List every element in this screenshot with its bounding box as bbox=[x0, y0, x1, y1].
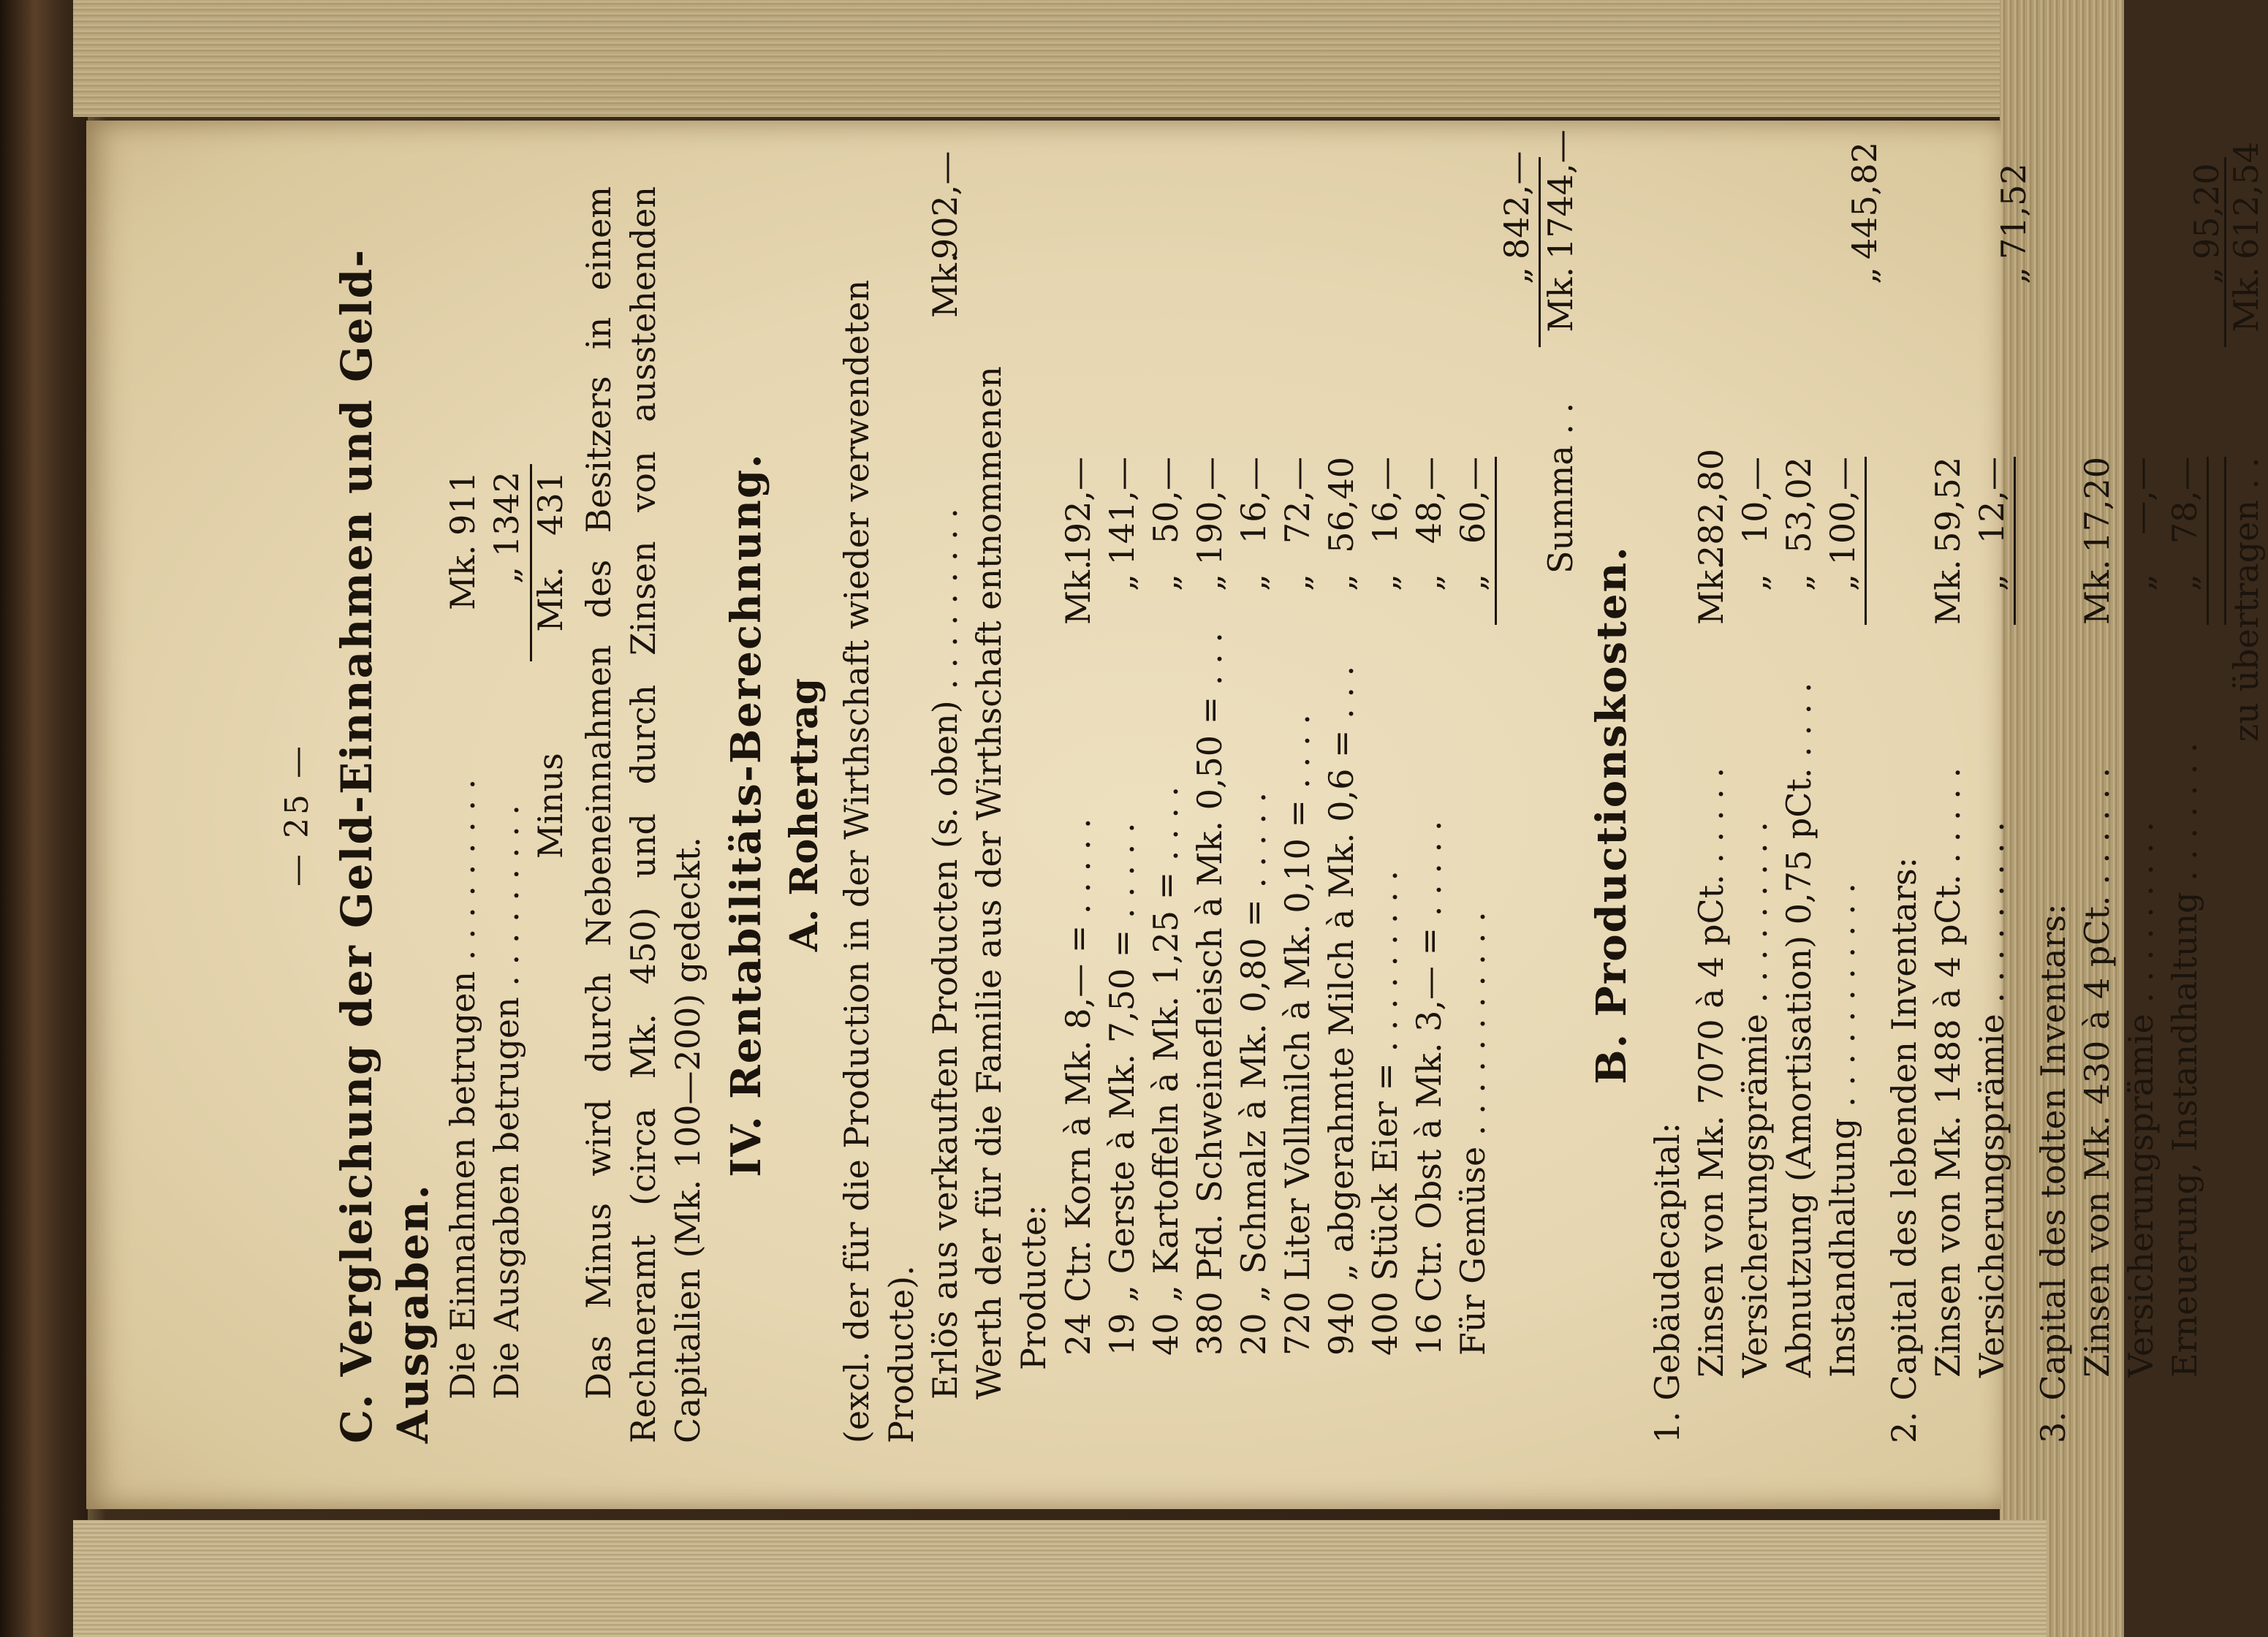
cost-label: Versicherungsprämie . . . . . . . . . bbox=[2120, 821, 2161, 1378]
cost-group-total-unit: „ bbox=[1993, 267, 2033, 284]
product-item-value: 48,— bbox=[1408, 457, 1449, 544]
cost-label: Zinsen von Mk. 430 à 4 pCt. . . . . . . bbox=[2077, 767, 2117, 1378]
cost-value: 10,— bbox=[1734, 457, 1775, 544]
section-c-paragraph: Das Minus wird durch Nebeneinnahmen des Besitzers in einem Rechneramt (circa Mk. 450) und durch Zinsen von ausstehenden Capitalien (Mk. 100—200) gedeckt. bbox=[579, 186, 708, 1443]
page-stack-top bbox=[73, 0, 2047, 117]
cost-group-total: 71,52 bbox=[1993, 163, 2033, 259]
product-item-label: 19 „ Gerste à Mk. 7,50 = . . . . . bbox=[1101, 822, 1142, 1356]
product-item-row bbox=[1319, 143, 1363, 1487]
product-item-label: 720 Liter Vollmilch à Mk. 0,10 = . . . . bbox=[1277, 714, 1317, 1356]
cost-label: Erneuerung, Instandhaltung . . . . . . . bbox=[2164, 742, 2204, 1378]
product-item-row bbox=[1451, 143, 1495, 1487]
product-item-row bbox=[1363, 143, 1407, 1487]
cost-row bbox=[1733, 143, 1777, 1487]
cost-group-title-row bbox=[2031, 143, 2075, 1487]
producte-label: Producte: bbox=[1014, 1204, 1054, 1370]
erloes-label: Erlös aus verkauften Producten (s. oben) . . . . . . . . . bbox=[925, 508, 966, 1399]
cost-row bbox=[1970, 143, 2033, 1487]
expense-unit: „ bbox=[487, 566, 527, 584]
cost-value: 17,20 bbox=[2077, 457, 2117, 553]
cost-group-total-unit: „ bbox=[2186, 267, 2226, 284]
expense-value: 1342 bbox=[487, 471, 527, 558]
product-item-unit: „ bbox=[1365, 574, 1405, 591]
cost-unit: „ bbox=[1822, 574, 1862, 591]
section-b-heading: B. Productionskosten. bbox=[1587, 545, 1636, 1085]
product-item-row bbox=[1275, 143, 1319, 1487]
cost-value: 282,80 bbox=[1691, 449, 1731, 566]
cost-label: Instandhaltung . . . . . . . . . . . bbox=[1822, 882, 1862, 1378]
minus-unit: Mk. bbox=[531, 566, 571, 632]
cost-row bbox=[1926, 143, 1970, 1487]
cost-row bbox=[2163, 143, 2226, 1487]
cost-value: 100,— bbox=[1822, 457, 1862, 566]
cost-group-rule bbox=[2207, 457, 2209, 625]
cost-row bbox=[1689, 143, 1733, 1487]
cost-label: Versicherungsprämie . . . . . . . . . bbox=[1734, 821, 1775, 1378]
werth-label: Werth der für die Familie aus der Wirthschaft entnommenen bbox=[969, 366, 1009, 1399]
product-item-label: Für Gemüse . . . . . . . . . . . bbox=[1452, 911, 1493, 1356]
product-item-label: 40 „ Kartoffeln à Mk. 1,25 = . . . . bbox=[1145, 786, 1186, 1356]
summa-row bbox=[1539, 129, 1582, 1487]
cost-label: Abnutzung (Amortisation) 0,75 pCt. . . . . bbox=[1778, 682, 1818, 1378]
cost-group-title: 2. Capital des lebenden Inventars: bbox=[1884, 857, 1924, 1443]
cost-unit: „ bbox=[2120, 574, 2161, 591]
product-item-value: 50,— bbox=[1145, 457, 1186, 544]
carry-row bbox=[2224, 143, 2268, 1487]
carry-label: zu übertragen . . bbox=[2226, 457, 2266, 742]
product-item-row bbox=[1144, 143, 1188, 1487]
cost-group-total: 445,82 bbox=[1844, 142, 1884, 259]
product-item-row bbox=[1232, 143, 1275, 1487]
book-page bbox=[86, 121, 2266, 1509]
cost-group-spacer bbox=[2014, 143, 2031, 1487]
product-item-value: 16,— bbox=[1365, 457, 1405, 544]
product-item-unit: „ bbox=[1277, 574, 1317, 591]
income-row bbox=[441, 143, 485, 1487]
cost-row bbox=[2075, 143, 2119, 1487]
summa-label: Summa . . bbox=[1540, 402, 1580, 574]
product-item-value: 16,— bbox=[1233, 457, 1273, 544]
product-item-label: 380 Pfd. Schweinefleisch à Mk. 0,50 = . . . bbox=[1189, 632, 1229, 1356]
cost-row bbox=[1777, 143, 1821, 1487]
carry-unit: Mk. bbox=[2226, 267, 2266, 333]
product-item-unit: „ bbox=[1452, 574, 1493, 591]
cost-group-spacer bbox=[1865, 143, 1882, 1487]
items-total-value: 842,— bbox=[1496, 151, 1536, 259]
product-item-row bbox=[1407, 143, 1451, 1487]
cost-label: Versicherungsprämie . . . . . . . . . bbox=[1971, 821, 2011, 1378]
page-number: — 25 — bbox=[278, 743, 316, 886]
expense-label: Die Ausgaben betrugen . . . . . . . . . bbox=[487, 805, 527, 1399]
minus-row bbox=[528, 143, 572, 1487]
erloes-value: 902,— bbox=[925, 151, 966, 259]
cost-group-title-row bbox=[1645, 143, 1689, 1487]
product-item-row bbox=[1188, 143, 1232, 1487]
cost-group-title-row bbox=[1882, 143, 1926, 1487]
cost-value: —,— bbox=[2120, 457, 2161, 535]
product-item-unit: „ bbox=[1321, 574, 1361, 591]
page-stack-bottom bbox=[73, 1520, 2047, 1637]
product-item-row bbox=[1100, 143, 1144, 1487]
product-item-unit: „ bbox=[1189, 574, 1229, 591]
minus-value: 431 bbox=[531, 471, 571, 536]
cost-group-total: 95,20 bbox=[2186, 163, 2226, 259]
section-iv-heading: IV. Rentabilitäts-Berechnung. bbox=[722, 452, 771, 1177]
cost-group-spacer bbox=[2207, 143, 2224, 1487]
cost-group-title: 3. Capital des todten Inventars: bbox=[2033, 903, 2073, 1443]
cost-label: Zinsen von Mk. 7070 à 4 pCt. . . . . . bbox=[1691, 767, 1731, 1378]
product-items-list bbox=[1056, 143, 1495, 1487]
product-item-label: 20 „ Schmalz à Mk. 0,80 = . . . . . bbox=[1233, 791, 1273, 1356]
summa-unit: Mk. bbox=[1540, 267, 1580, 333]
cost-row bbox=[1821, 142, 1884, 1487]
product-item-value: 192,— bbox=[1058, 457, 1098, 566]
section-c-heading: C. Vergleichung der Geld-Einnahmen und Geld-Ausgaben. bbox=[332, 248, 438, 1443]
cost-unit: Mk. bbox=[1927, 559, 1968, 625]
product-item-unit: „ bbox=[1101, 574, 1142, 591]
income-unit: Mk. bbox=[443, 544, 483, 610]
cost-group-total-unit: „ bbox=[1844, 267, 1884, 284]
product-item-row bbox=[1056, 143, 1100, 1487]
cost-value: 12,— bbox=[1971, 457, 2011, 544]
items-total-row bbox=[1495, 143, 1539, 1487]
product-item-value: 60,— bbox=[1452, 457, 1493, 544]
product-item-label: 400 Stück Eier = . . . . . . . . . bbox=[1365, 870, 1405, 1356]
items-total-unit: „ bbox=[1496, 267, 1536, 284]
cost-label: Zinsen von Mk. 1488 à 4 pCt. . . . . . bbox=[1927, 767, 1968, 1378]
income-label: Die Einnahmen betrugen . . . . . . . . . bbox=[443, 778, 483, 1399]
product-item-label: 24 Ctr. Korn à Mk. 8,— = . . . . . bbox=[1058, 818, 1098, 1356]
rohertrag-subtitle: (excl. der für die Production in der Wirthschaft wieder verwendeten Producte). bbox=[836, 279, 921, 1443]
cost-group-rule bbox=[2014, 457, 2016, 625]
product-item-value: 141,— bbox=[1101, 457, 1142, 566]
items-rule bbox=[1495, 457, 1497, 625]
product-item-value: 190,— bbox=[1189, 457, 1229, 566]
product-item-label: 940 „ abgerahmte Milch à Mk. 0,6 = . . . bbox=[1321, 665, 1361, 1356]
cost-value: 53,02 bbox=[1778, 457, 1818, 553]
summa-value: 1744,— bbox=[1540, 129, 1580, 259]
cost-unit: Mk. bbox=[2077, 559, 2117, 625]
erloes-row bbox=[923, 143, 967, 1487]
income-value: 911 bbox=[443, 471, 483, 536]
cost-value: 59,52 bbox=[1927, 457, 1968, 553]
page-content-rotated bbox=[108, 129, 2266, 1487]
cost-unit: „ bbox=[1734, 574, 1775, 591]
product-item-value: 56,40 bbox=[1321, 457, 1361, 553]
product-item-unit: Mk. bbox=[1058, 559, 1098, 625]
cost-unit: „ bbox=[1971, 574, 2011, 591]
product-item-unit: „ bbox=[1233, 574, 1273, 591]
cost-groups bbox=[1645, 143, 2224, 1487]
cost-group-title: 1. Gebäudecapital: bbox=[1647, 1122, 1687, 1443]
expense-row bbox=[485, 143, 528, 1487]
cost-unit: Mk. bbox=[1691, 559, 1731, 625]
cost-value: 78,— bbox=[2164, 457, 2204, 544]
cost-row bbox=[2119, 143, 2163, 1487]
minus-label: Minus bbox=[531, 753, 571, 859]
carry-value: 612,54 bbox=[2226, 142, 2266, 259]
cost-group-rule bbox=[1865, 457, 1867, 625]
rohertrag-heading: A. Rohertrag bbox=[782, 677, 827, 952]
cost-unit: „ bbox=[2164, 574, 2204, 591]
product-item-label: 16 Ctr. Obst à Mk. 3,— = . . . . . bbox=[1408, 820, 1449, 1356]
book-binding bbox=[0, 0, 88, 1637]
product-item-unit: „ bbox=[1408, 574, 1449, 591]
product-item-unit: „ bbox=[1145, 574, 1186, 591]
erloes-unit: Mk. bbox=[925, 252, 966, 318]
cost-unit: „ bbox=[1778, 574, 1818, 591]
product-item-value: 72,— bbox=[1277, 457, 1317, 544]
